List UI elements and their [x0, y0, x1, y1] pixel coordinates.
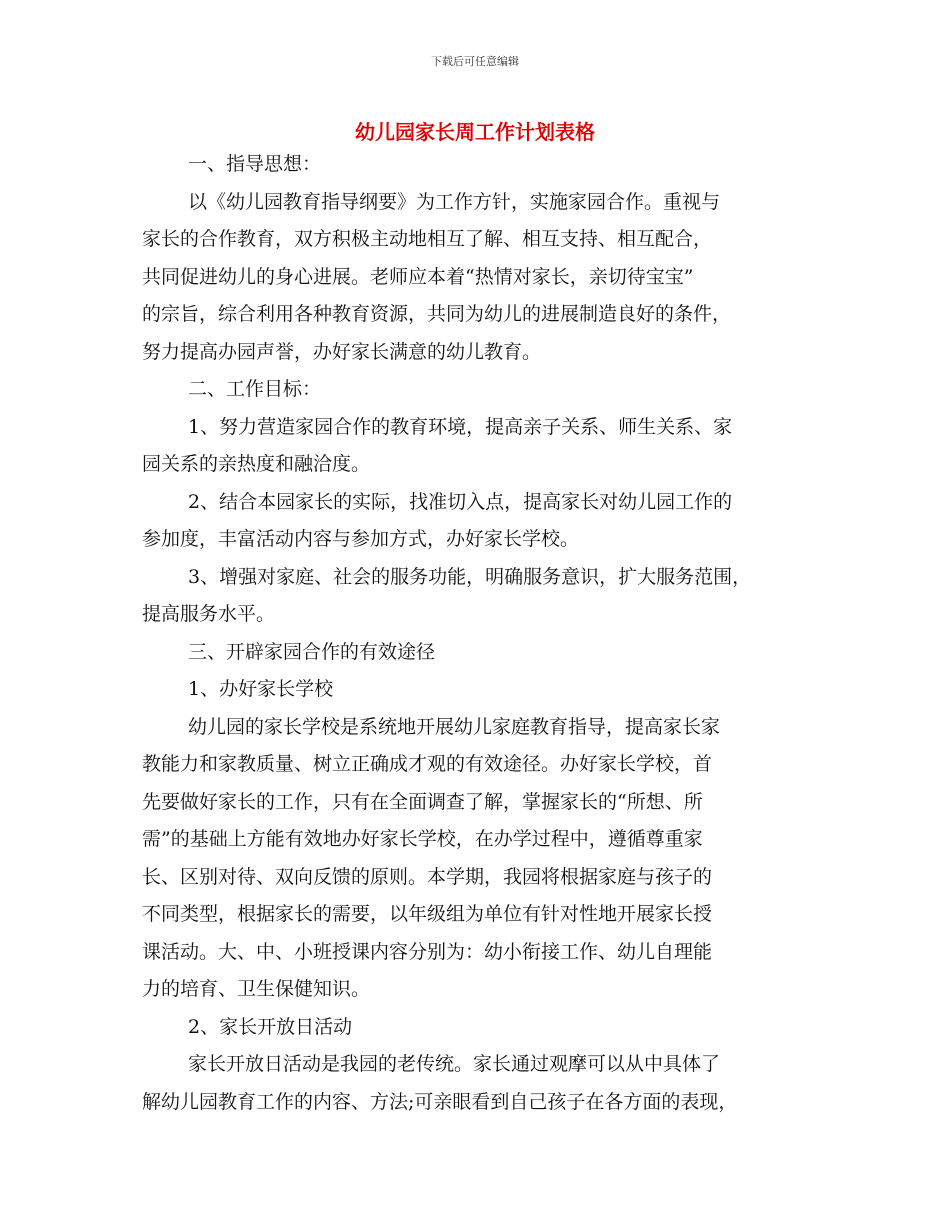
header-note: 下载后可任意编辑 [431, 55, 519, 68]
text-line: 不同类型，根据家长的需要，以年级组为单位有针对性地开展家长授 [142, 903, 713, 925]
text-line: 先要做好家长的工作，只有在全面调查了解，掌握家长的“所想、所 [142, 790, 703, 813]
text-line: 参加度，丰富活动内容与参加方式，办好家长学校。 [142, 528, 580, 550]
text-line: 2、家长开放日活动 [188, 1015, 353, 1038]
text-line: 以《幼儿园教育指导纲要》为工作方针，实施家园合作。重视与 [188, 190, 721, 213]
text-line: 3、增强对家庭、社会的服务功能，明确服务意识，扩大服务范围， [188, 565, 752, 588]
text-line: 课活动。大、中、小班授课内容分别为：幼小衔接工作、幼儿自理能 [142, 940, 713, 963]
text-line: 幼儿园的家长学校是系统地开展幼儿家庭教育指导，提高家长家 [188, 715, 721, 738]
text-line: 家长的合作教育，双方积极主动地相互了解、相互支持、相互配合， [142, 228, 713, 250]
text-line: 提高服务水平。 [142, 603, 276, 625]
text-line: 解幼儿园教育工作的内容、方法;可亲眼看到自己孩子在各方面的表现， [142, 1090, 738, 1113]
text-line: 1、办好家长学校 [188, 678, 334, 700]
text-line: 长、区别对待、双向反馈的原则。本学期，我园将根据家庭与孩子的 [142, 865, 713, 888]
text-line: 教能力和家教质量、树立正确成才观的有效途径。办好家长学校，首 [142, 753, 713, 775]
text-line: 三、开辟家园合作的有效途径 [188, 640, 436, 663]
text-line: 家长开放日活动是我园的老传统。家长通过观摩可以从中具体了 [188, 1053, 721, 1075]
text-line: 力的培育、卫生保健知识。 [142, 978, 371, 1000]
document-title: 幼儿园家长周工作计划表格 [355, 120, 595, 144]
text-line: 一、指导思想： [188, 153, 322, 175]
text-line: 努力提高办园声誉，办好家长满意的幼儿教育。 [142, 340, 542, 363]
text-line: 2、结合本园家长的实际，找准切入点，提高家长对幼儿园工作的 [188, 490, 733, 513]
text-line: 园关系的亲热度和融洽度。 [142, 453, 371, 475]
text-line: 需”的基础上方能有效地办好家长学校，在办学过程中，遵循尊重家 [142, 828, 703, 850]
text-line: 1、努力营造家园合作的教育环境，提高亲子关系、师生关系、家 [188, 415, 733, 438]
text-line: 二、工作目标： [188, 378, 322, 400]
document-body [142, 146, 822, 1121]
text-line: 的宗旨，综合利用各种教育资源，共同为幼儿的进展制造良好的条件， [142, 303, 732, 325]
text-line: 共同促进幼儿的身心进展。老师应本着“热情对家长，亲切待宝宝” [142, 265, 694, 288]
